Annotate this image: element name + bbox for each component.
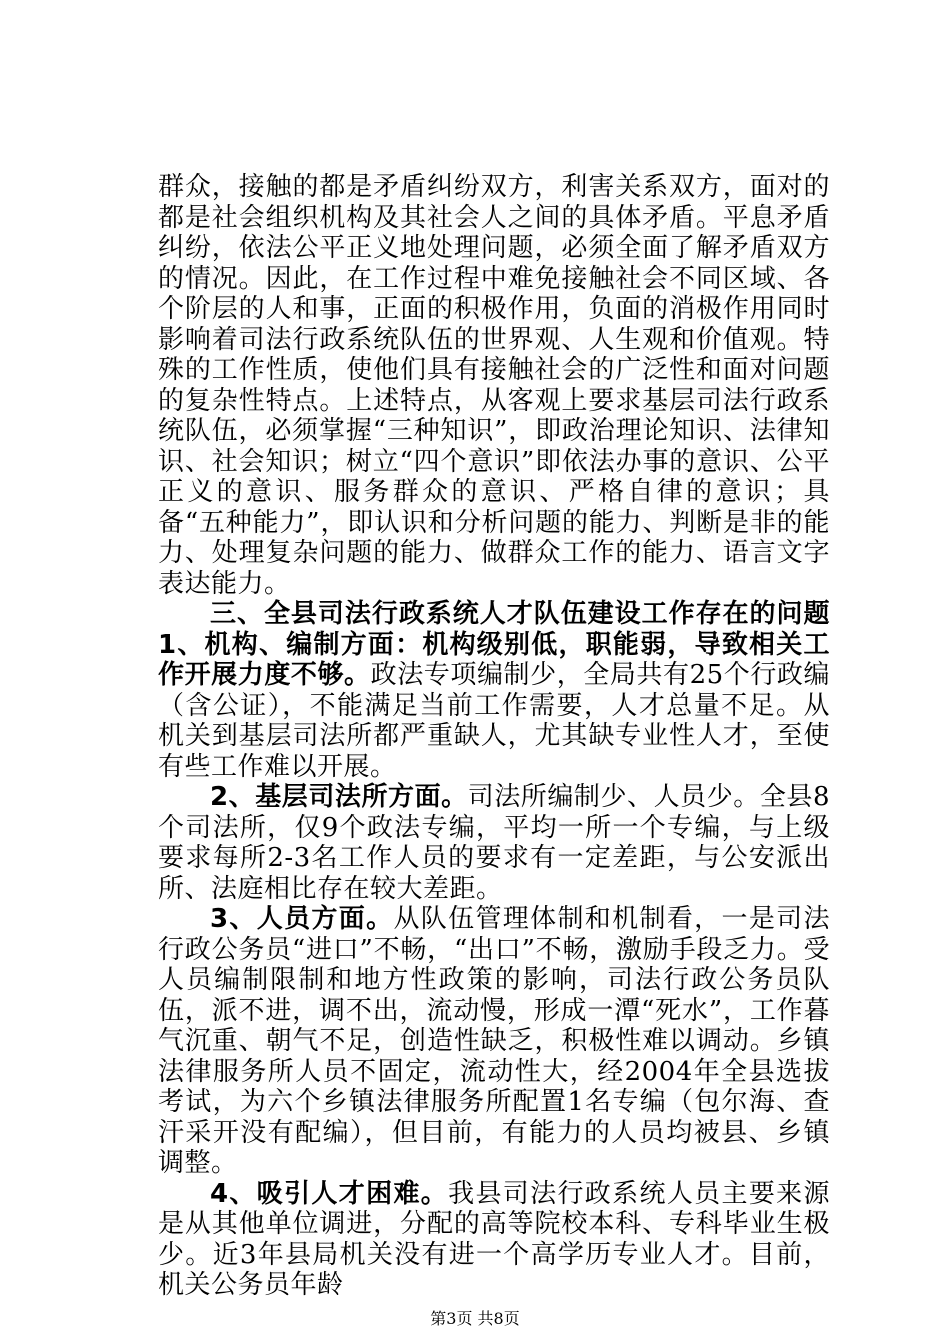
page-number-footer: 第3页 共8页 <box>430 1309 520 1328</box>
paragraph-5 <box>158 1179 830 1301</box>
paragraph-1-text: 群众，接触的都是矛盾纠纷双方，利害关系双方，面对的都是社会组织机构及其社会人之间的具体矛盾。平息矛盾纠纷，依法公平正义地处理问题，必须全面了解矛盾双方的情况。因此，在工作过程中难免接触社会不同区域、各个阶层的人和事，正面的积极作用，负面的消极作用同时影响着司法行政系统队伍的世界观、人生观和价值观。特殊的工作性质，使他们具有接触社会的广泛性和面对问题的复杂性特点。上述特点，从客观上要求基层司法行政系统队伍，必须掌握“三种知识”，即政治理论知识、法律知识、社会知识；树立“四个意识”即依法办事的意识、公平正义的意识、服务群众的意识、严格自律的意识；具备“五种能力”，即认识和分析问题的能力、判断是非的能力、处理复杂问题的能力、做群众工作的能力、语言文字表达能力。 <box>158 172 830 599</box>
paragraph-3-text: 司法所编制少、人员少。全县8个司法所，仅9个政法专编，平均一所一个专编，与上级要求每所2-3名工作人员的要求有一定差距，与公安派出所、法庭相比存在较大差距。 <box>158 782 830 904</box>
item-2-heading: 2、基层司法所方面。 <box>210 782 468 812</box>
paragraph-5-text: 我县司法行政系统人员主要来源是从其他单位调进，分配的高等院校本科、专科毕业生极少。近3年县局机关没有进一个高学历专业人才。目前，机关公务员年龄 <box>158 1178 830 1300</box>
section-3-heading: 三、全县司法行政系统人才队伍建设工作存在的问题1、机构、编制方面：机构级别低，职能弱，导致相关工作开展力度不够。 <box>158 599 830 690</box>
item-3-heading: 3、人员方面。 <box>210 904 394 934</box>
paragraph-1 <box>158 172 830 599</box>
paragraph-3 <box>158 782 830 904</box>
paragraph-4 <box>158 904 830 1179</box>
item-4-heading: 4、吸引人才困难。 <box>210 1178 449 1209</box>
paragraph-2 <box>158 599 830 782</box>
paragraph-4-text: 从队伍管理体制和机制看，一是司法行政公务员“进口”不畅，“出口”不畅，激励手段乏力。受人员编制限制和地方性政策的影响，司法行政公务员队伍，派不进，调不出，流动慢，形成一潭“死水”，工作暮气沉重、朝气不足，创造性缺乏，积极性难以调动。乡镇法律服务所人员不固定，流动性大，经2004年全县选拔考试，为六个乡镇法律服务所配置1名专编（包尔海、查汗采开没有配编），但目前，有能力的人员均被县、乡镇调整。 <box>158 904 830 1178</box>
document-body <box>158 172 830 1301</box>
paragraph-2-text: 政法专项编制少，全局共有25个行政编（含公证），不能满足当前工作需要，人才总量不足。从机关到基层司法所都严重缺人，尤其缺专业性人才，至使有些工作难以开展。 <box>158 660 830 782</box>
